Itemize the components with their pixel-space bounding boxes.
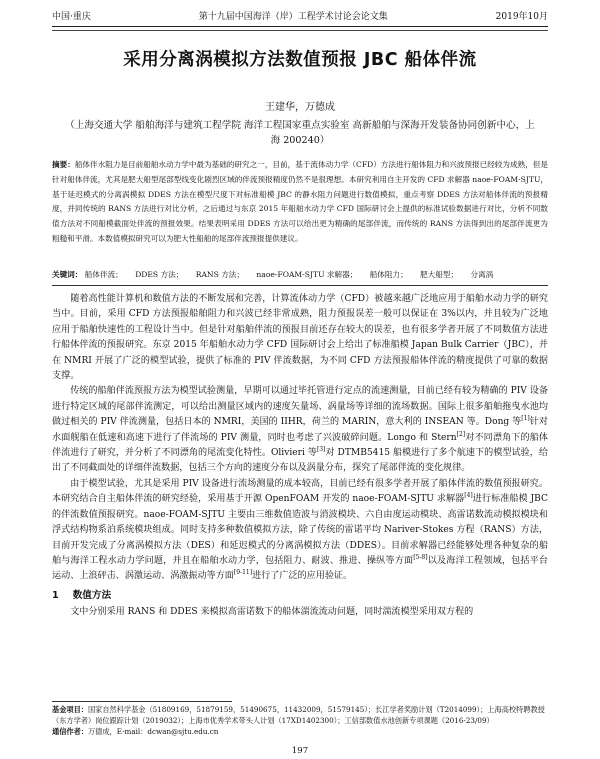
keyword: 分离涡 — [470, 270, 494, 279]
body-paragraph — [52, 384, 548, 476]
corresponding-author-text: 万德成，E-mail：dcwan@sjtu.edu.cn — [87, 727, 219, 736]
citation: [1] — [521, 415, 530, 423]
keyword: 船体伴流； — [84, 270, 123, 279]
abstract-divider — [52, 285, 548, 286]
header-rule — [52, 30, 548, 31]
abstract-label: 摘要： — [52, 160, 75, 169]
footnote-rule — [52, 701, 232, 702]
footnotes — [52, 704, 548, 737]
paragraph-text: 针对水面舰船在低速和高速下进行了伴流场的 PIV 测量，同时也考虑了兴波破碎问题。Longo 和 Stern — [52, 417, 548, 443]
body-paragraph: 随着高性能计算机和数值方法的不断发展和完善，计算流体动力学（CFD）被越来越广泛地应用于船舶水动力学的研究当中。目前，采用 CFD 方法预报船舶阻力和兴波已经非常成熟，阻力预报误差一般可以保证在 3%以内，并且较为广泛地应用于船舶快速性的工程设计当中。但是针对船舶伴流的预报目前还存在较大的误差，也有很多学者开展了不同数值方法进行船体伴流的预报研究。东京 2015 年船舶水动力学 CFD 国际研讨会上给出了标准船模 Japan Bulk Carrier（JBC），并在 NMRI 开展了广泛的模型试验，提供了标准的 PIV 伴流数据，为不同 CFD 方法预报船体伴流的精度提供了可靠的数据支撑。 — [52, 294, 548, 382]
keyword: RANS 方法； — [195, 270, 244, 279]
paragraph-text: 进行了广泛的应用验证。 — [252, 571, 353, 582]
body-paragraph: 文中分别采用 RANS 和 DDES 来模拟高雷诺数下的船体湍流流动问题，同时湍流模型采用双方程的 — [70, 606, 474, 617]
keyword: 肥大船型； — [420, 270, 459, 279]
paragraph-text: 传统的船舶伴流预报方法为模型试验测量，早期可以通过毕托管进行定点的流速测量，目前已经有较为精确的 PIV 设备进行特定区域的尾部伴流测定，可以给出测量区域内的速度矢量场、涡量场等详细的流场数据。国际上很多船舶拖曳水池均做过相关的 PIV 伴流测量，包括日本的 NMRI，美国的 IIHR，荷兰的 MARIN，意大利的 INSEAN 等。Dong 等 — [52, 386, 548, 428]
section-number: 1 — [52, 589, 59, 601]
section-title: 数值方法 — [72, 589, 112, 601]
citation: [2] — [456, 430, 466, 438]
header-location: 中国·重庆 — [52, 12, 91, 22]
paragraph-text: 以及海洋工程领域，包括平台运动、上浪砰击、涡激运动、涡激振动等方面 — [52, 555, 548, 582]
citation: [4] — [464, 492, 473, 500]
keywords — [52, 268, 548, 281]
citation: [9-11] — [233, 569, 253, 577]
corresponding-author-note — [52, 726, 548, 737]
corresponding-author-label: 通信作者： — [52, 727, 88, 736]
body-text — [52, 292, 548, 620]
citation: [3] — [316, 446, 326, 454]
paper-authors: 王建华，万德成 — [265, 102, 335, 113]
body-paragraph — [52, 477, 548, 585]
funding-label: 基金项目： — [52, 705, 88, 714]
funding-note — [52, 704, 548, 726]
paragraph-text: 对不同漂角下的船体伴流进行了研究，并分析了不同漂角的尾流变化特性。Olivieri 等 — [52, 432, 548, 459]
keyword: 船体阻力； — [369, 270, 408, 279]
abstract-text: 船体伴水阻力是目前船舶水动力学中最为基础的研究之一，目前，基于流体动力学（CFD）方法进行船体阻力和兴波预报已经较为成熟，但是针对船体伴流，尤其是肥大船型尾部型线变化剧烈区域的伴流预报精度仍然不是很理想。本研究利用自主开发的 CFD 求解器 naoe-FOAM-SJTU，基于延迟模式的分离涡模拟 DDES 方法在模型尺度下对标准船模 JBC 的静水阻力问题进行数值模拟，重点考察 DDES 方法对船体伴流的预报精度，并同传统的 RANS 方法进行对比分析，之后通过与东京 2015 年船舶水动力学 CFD 国际研讨会上提供的标准试验数据进行对比，分析不同数值方法对不同船模截面处伴流的预报效果。结果表明采用 DDES 方法可以给出更为精确的尾部伴流，而传统的 RANS 方法得到出的尾部伴流更为粗糙和平滑。本数值模拟研究可以为肥大性船舶的尾部伴流预报提供建议。 — [52, 160, 548, 243]
header-date: 2019年10月 — [495, 12, 548, 22]
paper-title: 采用分离涡模拟方法数值预报 JBC 船体伴流 — [123, 50, 477, 70]
funding-text: 国家自然科学基金（51809169，51879159，51490675，11432009，51579145）；长江学者奖励计划（T2014099）；上海高校特聘教授（东方学者）岗位跟踪计划（2019032）；上海市优秀学术带头人计划（17XD1402300）；工信部数值水池创新专项课题（2016-23/09） — [52, 705, 545, 725]
citation: [5-8] — [413, 553, 428, 561]
paragraph-text: 由于模型试验，尤其是采用 PIV 设备进行流场测量的成本较高，目前已经有很多学者开展了船体伴流的数值预报研究。本研究结合自主船体伴流的研究经验，采用基于开源 OpenFOAM 开发的 naoe-FOAM-SJTU 求解器 — [52, 478, 548, 505]
paragraph-text: 对 DTMB5415 船模进行了多个航速下的模型试验，给出了不同截面处的详细伴流数据，包括三个方向的速度分布以及涡量分布，探究了尾部伴流的变化规律。 — [52, 448, 548, 474]
keyword: DDES 方法； — [135, 270, 184, 279]
abstract — [52, 158, 548, 247]
paragraph-text: 进行标准船模 JBC 的伴流数值预报研究。naoe-FOAM-SJTU 主要由三维数值造波与消波模块、六自由度运动模块、高雷诺数流动模拟模块和浮式结构物系泊系统模块组成。同时支持多种数值模拟方法，除了传统的雷诺平均 Nariver-Stokes 方程（RANS）方法，目前开发完成了分离涡模拟方法（DES）和延迟模式的分离涡模拟方法（DDES）。目前求解器已经能够处理各种复杂的船舶与海洋工程水动力学问题，并且在船舶水动力学，包括阻力、耐波、推进、操纵等方面 — [52, 494, 548, 566]
keyword: naoe-FOAM-SJTU 求解器； — [256, 270, 358, 279]
paper-affiliation: （上海交通大学 船舶海洋与建筑工程学院 海洋工程国家重点实验室 高新船舶与深海开发装备协同创新中心，上海 200240） — [65, 120, 535, 146]
keywords-label: 关键词： — [52, 270, 83, 279]
page-number: 197 — [291, 746, 309, 756]
header-proceedings: 第十九届中国海洋（岸）工程学术讨论会论文集 — [198, 12, 388, 22]
running-header — [52, 12, 548, 27]
section-heading — [52, 587, 548, 604]
